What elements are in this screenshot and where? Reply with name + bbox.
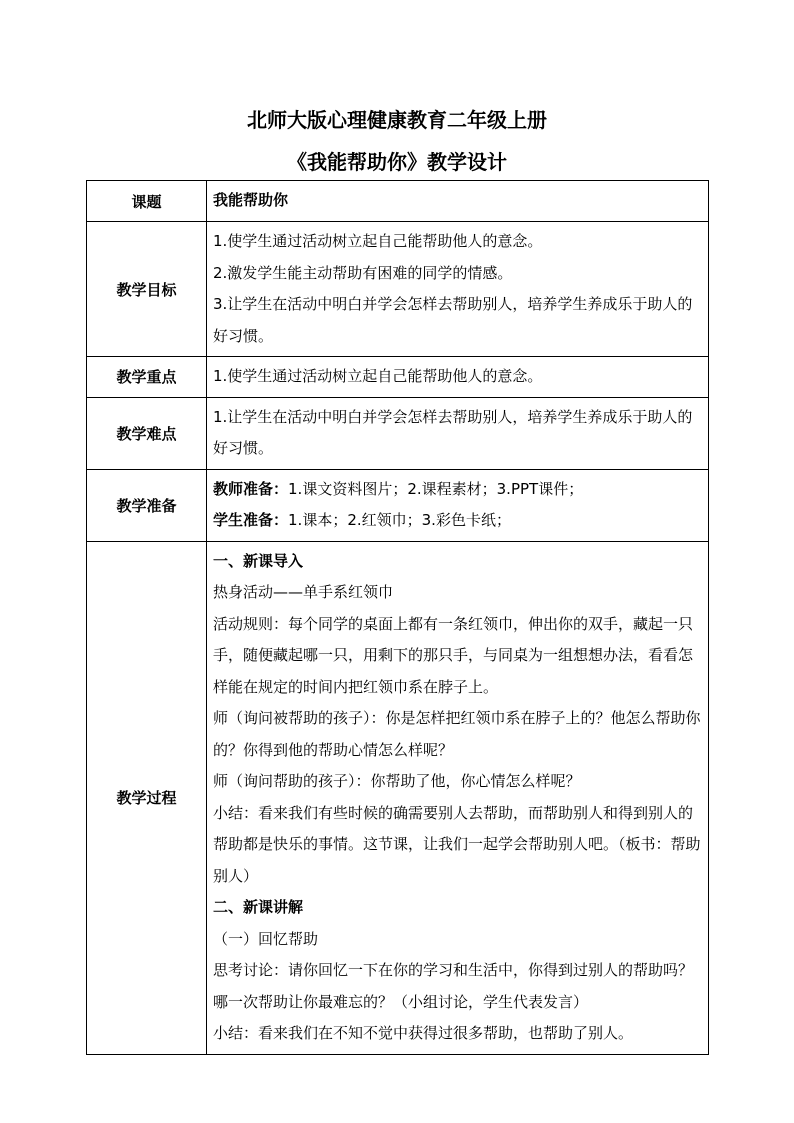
teacher-prep-label: 教师准备：: [213, 479, 289, 498]
sub-heading: （一）回忆帮助: [213, 929, 319, 948]
activity-rules: 活动规则：每个同学的桌面上都有一条红领巾，伸出你的双手，藏起一只手，随便藏起哪一只，用剩下的那只手，与同桌为一组想想办法，看看怎样能在规定的时间内把红领巾系在脖子上。: [213, 614, 694, 696]
goal-item: 3.让学生在活动中明白并学会怎样去帮助别人，培养学生养成乐于助人的好习惯。: [213, 295, 693, 345]
teacher-question: 师（询问帮助的孩子）：你帮助了他，你心情怎么样呢？: [213, 772, 581, 790]
row-preparation: [87, 469, 709, 541]
summary-text: 小结：看来我们在不知不觉中获得过很多帮助，也帮助了别人。: [213, 1024, 634, 1042]
goal-item: 1.使学生通过活动树立起自己能帮助他人的意念。: [213, 232, 543, 250]
section-heading: 一、新课导入: [213, 551, 304, 570]
teacher-preparation: [213, 474, 702, 506]
student-prep-label: 学生准备：: [213, 511, 289, 529]
key-points-text: 1.使学生通过活动树立起自己能帮助他人的意念。: [207, 357, 709, 398]
preparation-content: [207, 469, 709, 541]
goals-content: [207, 222, 709, 357]
row-topic: [87, 181, 709, 222]
row-difficulties: [87, 397, 709, 469]
process-content: [207, 541, 709, 1054]
goals-label: 教学目标: [87, 222, 207, 357]
row-key-points: [87, 357, 709, 398]
key-points-label: 教学重点: [87, 357, 207, 398]
lesson-plan-table: [86, 180, 709, 1055]
document-subtitle: 《我能帮助你》教学设计: [287, 150, 507, 174]
difficulties-label: 教学难点: [87, 397, 207, 469]
teacher-question: 师（询问被帮助的孩子）：你是怎样把红领巾系在脖子上的？他怎么帮助你的？你得到他的帮助心情怎么样呢？: [213, 709, 701, 759]
student-preparation: [213, 505, 702, 537]
process-label: 教学过程: [87, 541, 207, 1054]
document-title: 北师大版心理健康教育二年级上册: [247, 108, 547, 132]
warmup-title: 热身活动——单手系红领巾: [213, 583, 394, 601]
row-process: [87, 541, 709, 1054]
row-goals: [87, 222, 709, 357]
goal-item: 2.激发学生能主动帮助有困难的同学的情感。: [213, 263, 513, 282]
preparation-label: 教学准备: [87, 469, 207, 541]
discussion-text: 思考讨论：请你回忆一下在你的学习和生活中，你得到过别人的帮助吗？哪一次帮助让你最难忘的？（小组讨论，学生代表发言）: [213, 961, 694, 1011]
topic-value: 我能帮助你: [207, 181, 709, 222]
topic-label: 课题: [87, 181, 207, 222]
difficulties-text: 1.让学生在活动中明白并学会怎样去帮助别人，培养学生养成乐于助人的好习惯。: [207, 397, 709, 469]
summary-text: 小结：看来我们有些时候的确需要别人去帮助，而帮助别人和得到别人的帮助都是快乐的事情。这节课，让我们一起学会帮助别人吧。（板书：帮助别人）: [213, 803, 701, 885]
teacher-prep-text: 1.课文资料图片；2.课程素材；3.PPT课件；: [288, 479, 584, 498]
section-heading: 二、新课讲解: [213, 898, 304, 916]
student-prep-text: 1.课本；2.红领巾；3.彩色卡纸；: [288, 511, 511, 529]
